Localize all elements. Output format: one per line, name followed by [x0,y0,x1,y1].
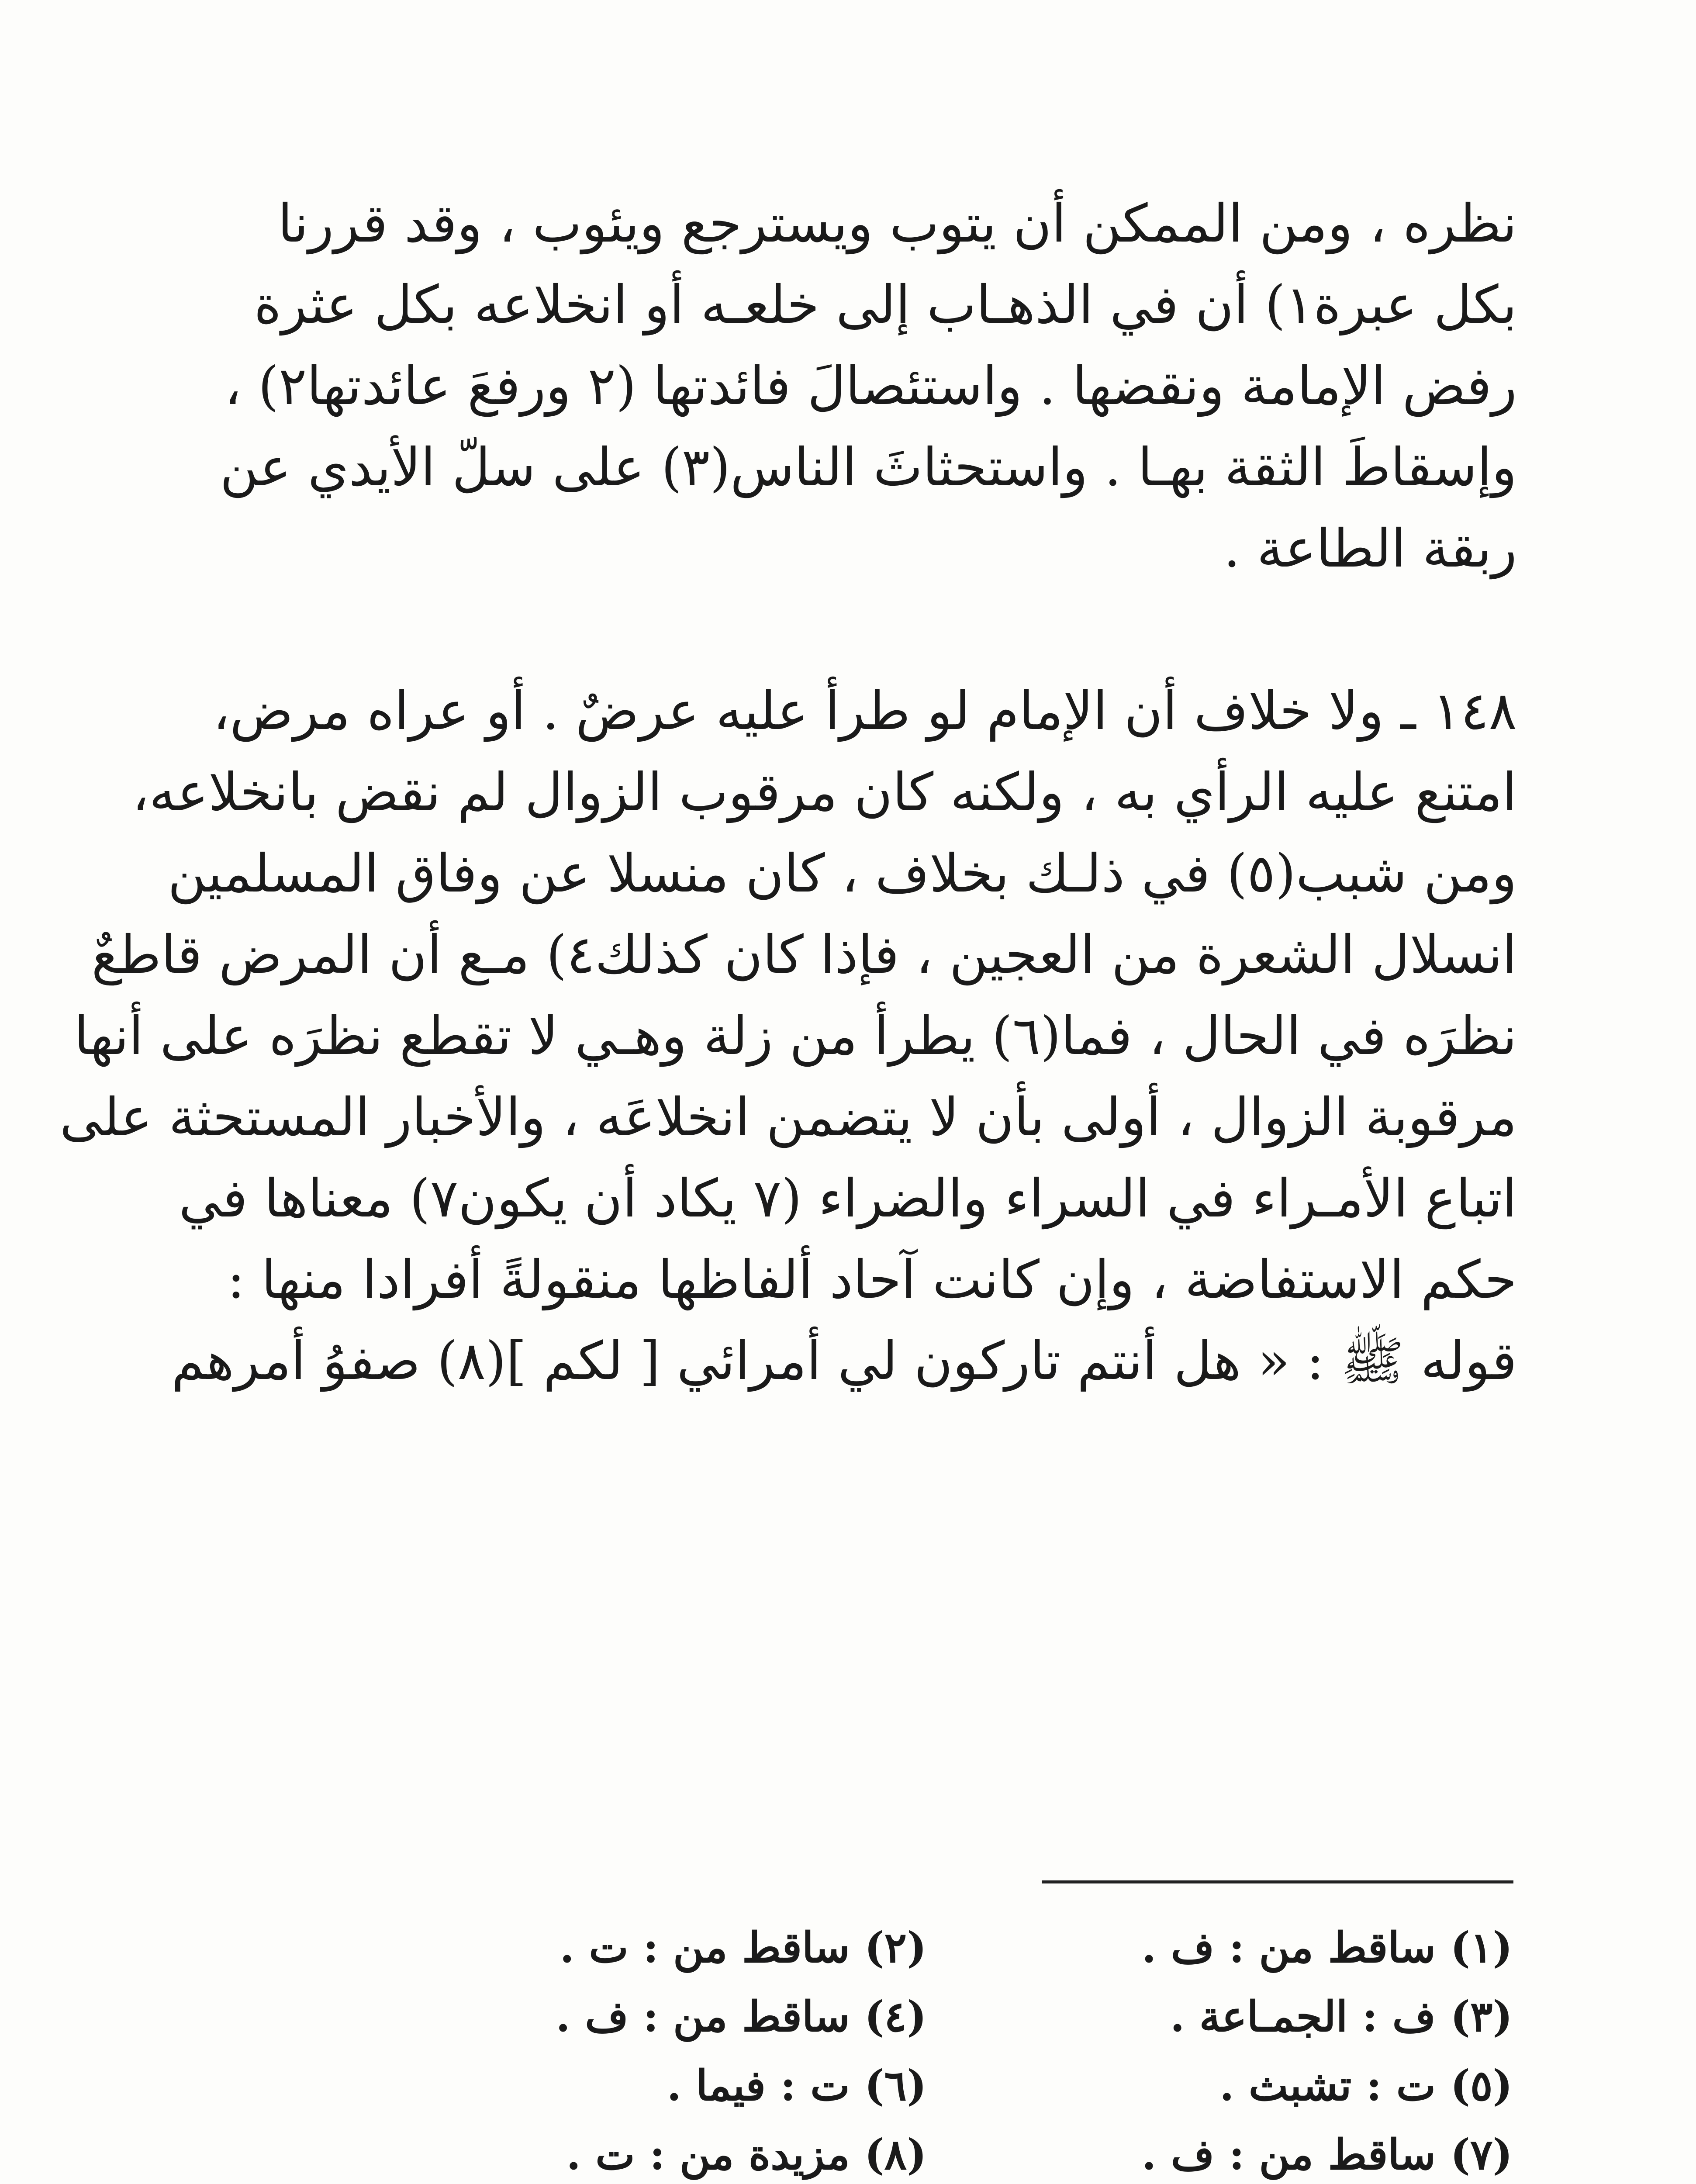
text-line: قوله ﷺ : « هل أنتم تاركون لي أمرائي [ لكم ](٨) صفوُ أمرهم [171,1331,1517,1392]
text-line: نظره ، ومن الممكن أن يتوب ويسترجع ويئوب ، وقد قررنا [278,194,1517,254]
paragraph-gap [323,590,1517,671]
footnote: (٤) ساقط من : ف . [556,1992,927,2041]
footnote-separator [1042,1880,1513,1883]
text-line: ١٤٨ ـ ولا خلاف أن الإمام لو طرأ عليه عرضٌ . أو عراه مرض، [213,681,1517,742]
text-line: رفض الإمامة ونقضها . واستئصالَ فائدتها (٢ ورفعَ عائدتها٢) ، [225,356,1517,417]
footnote: (٥) ت : تشبث . [1219,2061,1513,2110]
footnote: (٨) مزيدة من : ت . [566,2130,927,2179]
text-line: اتباع الأمـراء في السراء والضراء (٧ يكاد أن يكون٧) معناها في [179,1168,1517,1229]
text-line: نظرَه في الحال ، فما(٦) يطرأ من زلة وهـي لا تقطع نظرَه على أنها [74,1006,1517,1067]
text-line: وإسقاطَ الثقة بهـا . واستحثاثَ الناس(٣) على سلّ الأيدي عن [220,437,1517,498]
footnote: (٢) ساقط من : ت . [560,1923,927,1972]
text-line: ومن شبب(٥) في ذلـك بخلاف ، كان منسلا عن وفاق المسلمين [168,843,1517,904]
text-line: امتنع عليه الرأي به ، ولكنه كان مرقوب الزوال لم نقض بانخلاعه، [132,762,1517,823]
footnote-row [341,1913,1513,1982]
footnotes [341,1913,1513,2184]
footnote: (٧) ساقط من : ف . [1141,2130,1513,2179]
footnote-row [341,2051,1513,2120]
text-line: انسلال الشعرة من العجين ، فإذا كان كذلك٤) مـع أن المرض قاطعٌ [91,925,1517,985]
text-line: بكل عبرة١) أن في الذهـاب إلى خلعـه أو انخلاعه بكل عثرة [254,275,1517,335]
footnote: (٦) ت : فيما . [667,2061,927,2110]
text-line: حكم الاستفاضة ، وإن كانت آحاد ألفاظها منقولةً أفرادا منها : [227,1250,1517,1310]
text-line: ربقة الطاعة . [1223,518,1517,579]
footnote: (١) ساقط من : ف . [1141,1923,1513,1972]
footnote-row [341,2120,1513,2184]
footnote-row [341,1982,1513,2051]
footnote: (٣) ف : الجمـاعة . [1170,1992,1513,2041]
text-line: مرقوبة الزوال ، أولى بأن لا يتضمن انخلاعَه ، والأخبار المستحثة على [59,1087,1517,1148]
main-text [59,183,1517,1402]
